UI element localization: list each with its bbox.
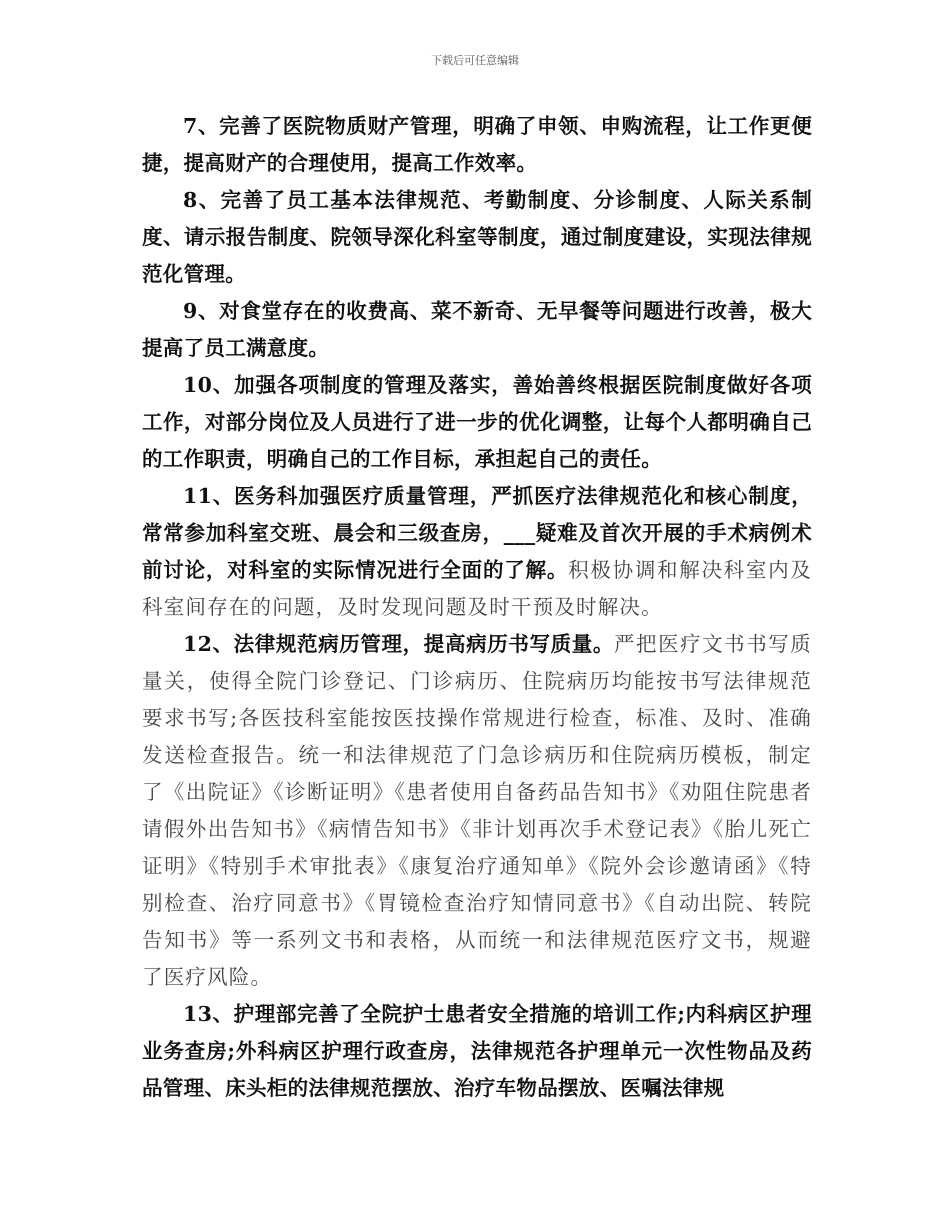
paragraph-12: [142, 626, 812, 996]
paragraph-bold-text: 13、护理部完善了全院护士患者安全措施的培训工作;内科病区护理业务查房;外科病区护理行政查房，法律规范各护理单元一次性物品及药品管理、床头柜的法律规范摆放、治疗车物品摆放、医嘱法律规: [142, 1002, 812, 1100]
document-body: [142, 108, 812, 1107]
paragraph-bold-text: 10、加强各项制度的管理及落实，善始善终根据医院制度做好各项工作，对部分岗位及人员进行了进一步的优化调整，让每个人都明确自己的工作职责，明确自己的工作目标，承担起自己的责任。: [142, 373, 812, 471]
paragraph-10: [142, 367, 812, 478]
paragraph-bold-text: 9、对食堂存在的收费高、菜不新奇、无早餐等问题进行改善，极大提高了员工满意度。: [142, 299, 812, 360]
paragraph-8: [142, 182, 812, 293]
paragraph-bold-text: 7、完善了医院物质财产管理，明确了申领、申购流程，让工作更便捷，提高财产的合理使用，提高工作效率。: [142, 114, 812, 175]
paragraph-7: [142, 108, 812, 182]
paragraph-normal-text: 积极协调和解决科室内及科室间存在的问题，及时发现问题及时干预及时解决。: [142, 558, 813, 619]
paragraph-13: [142, 996, 812, 1107]
paragraph-bold-text: 12、法律规范病历管理，提高病历书写质量。: [183, 632, 615, 656]
page-header: 下载后可任意编辑: [431, 54, 519, 67]
paragraph-bold-text: 11、医务科加强医疗质量管理，严抓医疗法律规范化和核心制度，常常参加科室交班、晨会和三级查房，___疑难及首次开展的手术病例术前讨论，对科室的实际情况进行全面的了解。: [142, 484, 812, 582]
paragraph-11: [142, 478, 812, 626]
paragraph-bold-text: 8、完善了员工基本法律规范、考勤制度、分诊制度、人际关系制度、请示报告制度、院领导深化科室等制度，通过制度建设，实现法律规范化管理。: [142, 188, 812, 286]
paragraph-9: [142, 293, 812, 367]
paragraph-normal-text: 严把医疗文书书写质量关，使得全院门诊登记、门诊病历、住院病历均能按书写法律规范要求书写;各医技科室能按医技操作常规进行检查，标准、及时、准确发送检查报告。统一和法律规范了门急诊病历和住院病历模板，制定了《出院证》《诊断证明》《患者使用自备药品告知书》《劝阻住院患者请假外出告知书》《病情告知书》《非计划再次手术登记表》《胎儿死亡证明》《特别手术审批表》《康复治疗通知单》《院外会诊邀请函》《特别检查、治疗同意书》《胃镜检查治疗知情同意书》《自动出院、转院告知书》等一系列文书和表格，从而统一和法律规范医疗文书，规避了医疗风险。: [142, 632, 812, 989]
